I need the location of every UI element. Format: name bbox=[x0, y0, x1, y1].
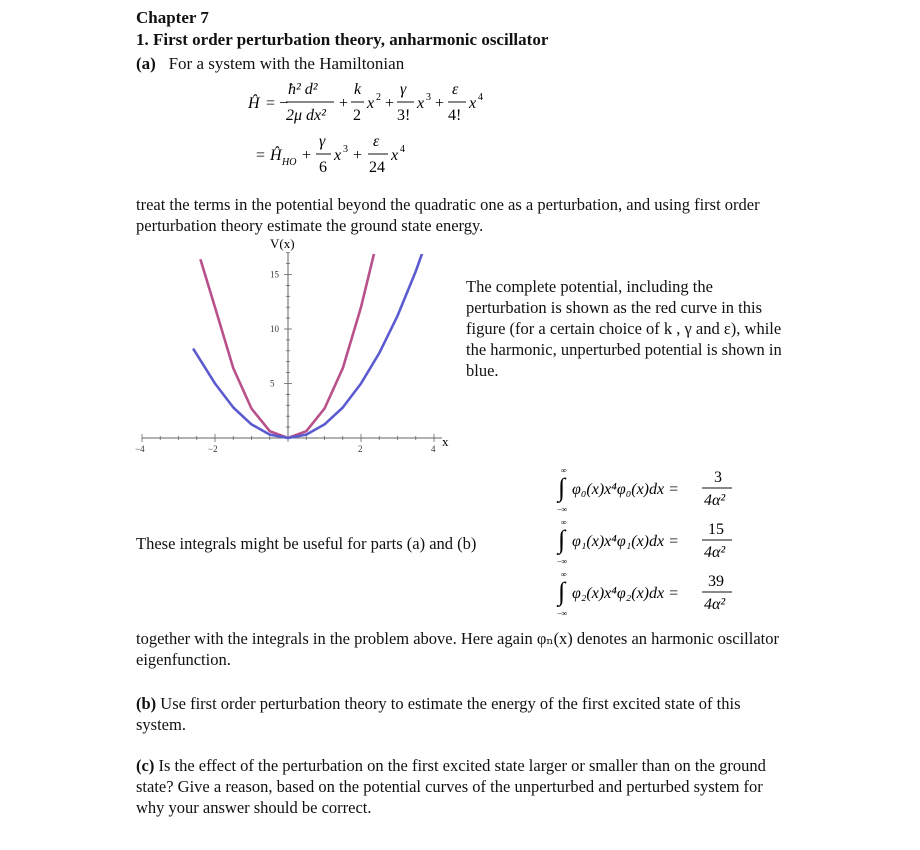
svg-text:∫: ∫ bbox=[558, 577, 566, 606]
x-tick-label: −2 bbox=[208, 444, 218, 454]
svg-text:φ₁(x)x⁴φ₁(x)dx =: φ₁(x)x⁴φ₁(x)dx = bbox=[572, 533, 679, 550]
part-b bbox=[136, 693, 786, 735]
y-axis-label: V(x) bbox=[270, 236, 295, 251]
integrals-block bbox=[552, 462, 752, 632]
svg-text:∫: ∫ bbox=[558, 473, 566, 502]
part-a-intro-text: For a system with the Hamiltonian bbox=[168, 54, 405, 73]
svg-text:∫: ∫ bbox=[558, 525, 566, 554]
h-ho-symbol: Ĥ bbox=[270, 147, 282, 164]
chart-axes bbox=[142, 253, 442, 438]
six-den: 6 bbox=[319, 159, 327, 176]
part-a-intro bbox=[136, 54, 404, 74]
svg-text:−∞: −∞ bbox=[557, 609, 568, 618]
x-tick-label: 4 bbox=[431, 444, 436, 454]
integral-2 bbox=[556, 570, 732, 618]
part-c-label: (c) bbox=[136, 756, 155, 775]
gamma-num: γ bbox=[400, 81, 407, 98]
svg-text:15: 15 bbox=[708, 521, 724, 538]
svg-text:4: 4 bbox=[400, 144, 405, 155]
part-c-text: Is the effect of the perturbation on the first excited state larger or smaller than on the ground state? Give a reason, based on the potential curves of the unperturbed and perturbed system for why your answer should be correct. bbox=[136, 756, 766, 817]
svg-text:−∞: −∞ bbox=[557, 557, 568, 566]
svg-text:=: = bbox=[256, 147, 266, 164]
svg-text:4α²: 4α² bbox=[704, 596, 726, 613]
svg-text:∞: ∞ bbox=[561, 518, 567, 527]
den-2mu-dx2: 2μ dx² bbox=[286, 107, 326, 124]
svg-text:φ₀(x)x⁴φ₀(x)dx =: φ₀(x)x⁴φ₀(x)dx = bbox=[572, 481, 679, 498]
integrals-intro: These integrals might be useful for parts (a) and (b) bbox=[136, 534, 477, 553]
svg-text:φ₂(x)x⁴φ₂(x)dx =: φ₂(x)x⁴φ₂(x)dx = bbox=[572, 585, 679, 602]
svg-text:∞: ∞ bbox=[561, 570, 567, 579]
x-axis-label: x bbox=[442, 434, 449, 449]
svg-text:3: 3 bbox=[426, 92, 431, 103]
svg-text:4α²: 4α² bbox=[704, 492, 726, 509]
svg-text:ε: ε bbox=[373, 133, 380, 150]
svg-text:+: + bbox=[353, 147, 363, 164]
fact4-den: 4! bbox=[448, 107, 462, 124]
part-b-label: (b) bbox=[136, 694, 157, 713]
y-tick-label: 15 bbox=[270, 269, 279, 280]
y-tick-label: 10 bbox=[270, 324, 279, 334]
svg-text:4: 4 bbox=[478, 92, 483, 103]
svg-text:4α²: 4α² bbox=[704, 544, 726, 561]
paragraph-2: together with the integrals in the problem above. Here again φₙ(x) denotes an harmonic oscillator eigenfunction. bbox=[136, 629, 779, 669]
y-tick-label: 5 bbox=[270, 378, 275, 389]
svg-text:−∞: −∞ bbox=[557, 505, 568, 514]
k-num: k bbox=[354, 81, 362, 98]
chart-curves bbox=[193, 232, 434, 438]
svg-text:3: 3 bbox=[343, 144, 348, 155]
integral-0 bbox=[556, 466, 732, 514]
harmonic-potential-curve bbox=[193, 232, 434, 438]
svg-text:x: x bbox=[367, 95, 375, 112]
chapter-heading: Chapter 7 bbox=[136, 8, 209, 27]
svg-text:x: x bbox=[417, 95, 425, 112]
fact3-den: 3! bbox=[397, 107, 411, 124]
figure-caption: The complete potential, including the perturbation is shown as the red curve in this figure (for a certain choice of k , γ and ε), while the harmonic, unperturbed potential is shown in blue. bbox=[466, 277, 782, 380]
x-tick-label: −4 bbox=[135, 444, 145, 454]
svg-text:+: + bbox=[435, 95, 445, 112]
svg-text:x: x bbox=[334, 147, 342, 164]
part-a-label: (a) bbox=[136, 54, 156, 73]
part-b-text: Use first order perturbation theory to estimate the energy of the first excited state of this system. bbox=[136, 694, 741, 734]
part-c bbox=[136, 755, 786, 818]
svg-text:2: 2 bbox=[376, 92, 381, 103]
svg-text:+: + bbox=[385, 95, 395, 112]
chart-ticks bbox=[135, 253, 436, 454]
svg-text:γ: γ bbox=[319, 133, 326, 150]
potential-chart bbox=[130, 232, 460, 460]
paragraph-1: treat the terms in the potential beyond the quadratic one as a perturbation, and using first order perturbation theory estimate the ground state energy. bbox=[136, 195, 760, 235]
svg-text:39: 39 bbox=[708, 573, 724, 590]
two-den: 2 bbox=[353, 107, 361, 124]
hbar-d2: ħ² d² bbox=[288, 81, 318, 98]
eps-num: ε bbox=[452, 81, 459, 98]
svg-text:3: 3 bbox=[714, 469, 722, 486]
svg-text:x: x bbox=[469, 95, 477, 112]
problem-title: 1. First order perturbation theory, anharmonic oscillator bbox=[136, 30, 549, 49]
hamiltonian-equation bbox=[240, 72, 540, 182]
integral-1 bbox=[556, 518, 732, 566]
x-tick-label: 2 bbox=[358, 444, 363, 454]
svg-text:x: x bbox=[391, 147, 399, 164]
svg-text:= −: = − bbox=[266, 95, 289, 112]
ho-subscript: HO bbox=[282, 157, 297, 168]
h-hat-symbol: Ĥ bbox=[248, 95, 260, 112]
svg-text:+: + bbox=[339, 95, 349, 112]
twentyfour-den: 24 bbox=[369, 159, 385, 176]
svg-text:+: + bbox=[302, 147, 312, 164]
svg-text:∞: ∞ bbox=[561, 466, 567, 475]
perturbed-potential-curve bbox=[200, 232, 430, 438]
